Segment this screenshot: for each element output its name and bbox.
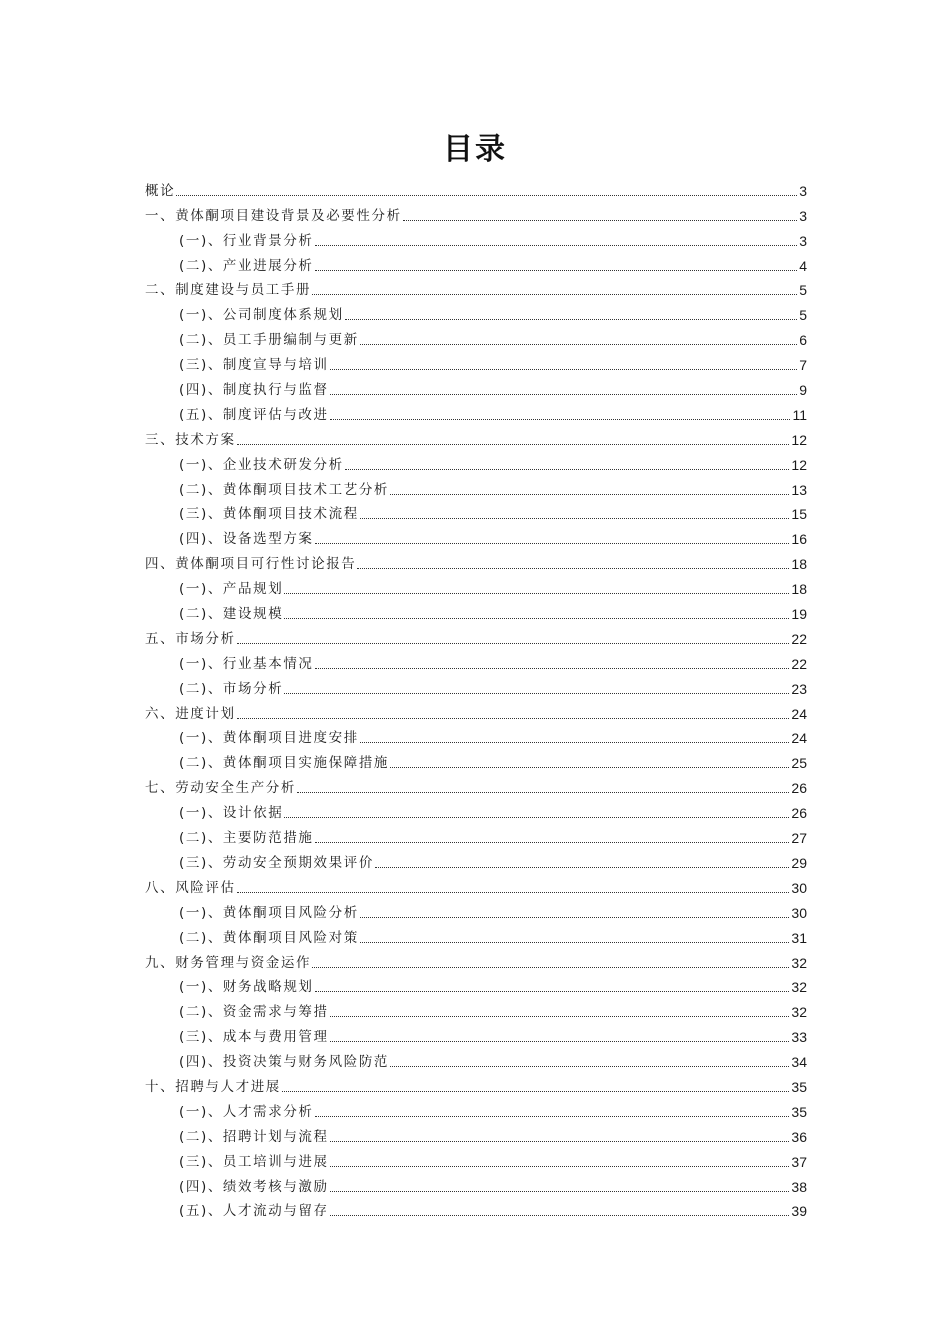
toc-dot-leader [176,195,797,196]
toc-page-number: 25 [791,755,807,772]
toc-dot-leader [315,543,790,544]
toc-section-entry[interactable] [145,623,807,648]
toc-subsection-entry[interactable] [145,1121,807,1146]
toc-subsection-entry[interactable] [145,523,807,548]
toc-subsection-entry[interactable] [145,1171,807,1196]
toc-subsection-entry[interactable] [145,847,807,872]
toc-dot-leader [237,643,790,644]
toc-entry-text: 一、黄体酮项目建设背景及必要性分析 [145,207,402,224]
toc-dot-leader [330,1041,790,1042]
toc-dot-leader [312,294,797,295]
toc-dot-leader [345,319,797,320]
toc-subsection-entry[interactable] [145,972,807,997]
toc-entry-text: (三)、制度宣导与培训 [179,357,329,374]
toc-page-number: 31 [791,929,807,946]
toc-page-number: 18 [791,581,807,598]
toc-subsection-entry[interactable] [145,747,807,772]
toc-page-number: 24 [791,705,807,722]
toc-entry-text: (一)、行业背景分析 [179,232,314,249]
toc-subsection-entry[interactable] [145,922,807,947]
toc-dot-leader [390,1066,789,1067]
toc-section-entry[interactable] [145,1071,807,1096]
toc-dot-leader [360,742,790,743]
toc-entry-text: (一)、黄体酮项目进度安排 [179,730,359,747]
toc-dot-leader [330,1166,790,1167]
toc-subsection-entry[interactable] [145,399,807,424]
toc-entry-text: (二)、资金需求与筹措 [179,1004,329,1021]
toc-subsection-entry[interactable] [145,996,807,1021]
toc-page-number: 12 [791,431,807,448]
toc-entry-text: (三)、劳动安全预期效果评价 [179,854,374,871]
toc-subsection-entry[interactable] [145,573,807,598]
toc-page-number: 3 [799,232,807,249]
toc-section-entry[interactable] [145,175,807,200]
toc-page-number: 23 [791,680,807,697]
toc-page-number: 35 [791,1078,807,1095]
toc-entry-text: 八、风险评估 [145,879,236,896]
toc-entry-text: (四)、绩效考核与激励 [179,1178,329,1195]
toc-entry-text: (五)、制度评估与改进 [179,406,329,423]
toc-entry-text: 六、进度计划 [145,705,236,722]
toc-entry-text: (四)、设备选型方案 [179,531,314,548]
toc-page-number: 16 [791,531,807,548]
toc-dot-leader [360,518,790,519]
toc-list [145,175,807,1220]
toc-entry-text: (二)、员工手册编制与更新 [179,332,359,349]
toc-dot-leader [360,344,797,345]
toc-subsection-entry[interactable] [145,499,807,524]
toc-entry-text: 二、制度建设与员工手册 [145,282,312,299]
toc-subsection-entry[interactable] [145,1046,807,1071]
toc-dot-leader [315,245,798,246]
toc-page-number: 3 [799,182,807,199]
toc-entry-text: (五)、人才流动与留存 [179,1203,329,1220]
toc-entry-text: (三)、黄体酮项目技术流程 [179,506,359,523]
toc-dot-leader [315,270,798,271]
toc-page-number: 13 [791,481,807,498]
toc-entry-text: (四)、制度执行与监督 [179,382,329,399]
toc-dot-leader [330,1141,790,1142]
toc-entry-text: (一)、行业基本情况 [179,655,314,672]
toc-page-number: 32 [791,1004,807,1021]
toc-page-number: 12 [791,456,807,473]
toc-page-number: 22 [791,630,807,647]
toc-entry-text: (二)、建设规模 [179,606,284,623]
toc-page-number: 32 [791,954,807,971]
toc-subsection-entry[interactable] [145,449,807,474]
toc-page-number: 5 [799,307,807,324]
toc-section-entry[interactable] [145,772,807,797]
toc-entry-text: (二)、黄体酮项目技术工艺分析 [179,481,390,498]
toc-subsection-entry[interactable] [145,349,807,374]
toc-page-number: 29 [791,854,807,871]
toc-dot-leader [330,419,791,420]
toc-dot-leader [315,1116,790,1117]
toc-page-number: 15 [791,506,807,523]
toc-dot-leader [284,817,789,818]
toc-page-number: 32 [791,979,807,996]
toc-page-number: 7 [799,357,807,374]
toc-dot-leader [390,494,789,495]
toc-subsection-entry[interactable] [145,723,807,748]
toc-subsection-entry[interactable] [145,648,807,673]
toc-subsection-entry[interactable] [145,1096,807,1121]
toc-entry-text: (三)、员工培训与进展 [179,1153,329,1170]
toc-section-entry[interactable] [145,548,807,573]
toc-dot-leader [237,444,790,445]
toc-entry-text: (一)、公司制度体系规划 [179,307,344,324]
toc-entry-text: 三、技术方案 [145,431,236,448]
toc-entry-text: 四、黄体酮项目可行性讨论报告 [145,556,357,573]
toc-page-number: 18 [791,556,807,573]
toc-entry-text: (一)、财务战略规划 [179,979,314,996]
toc-dot-leader [357,568,789,569]
toc-dot-leader [315,842,790,843]
toc-page-number: 35 [791,1103,807,1120]
toc-entry-text: (四)、投资决策与财务风险防范 [179,1054,390,1071]
toc-page-number: 26 [791,805,807,822]
toc-entry-text: 七、劳动安全生产分析 [145,780,296,797]
toc-subsection-entry[interactable] [145,598,807,623]
toc-page-number: 22 [791,655,807,672]
toc-entry-text: (二)、黄体酮项目实施保障措施 [179,755,390,772]
toc-dot-leader [284,618,789,619]
toc-page-number: 5 [799,282,807,299]
toc-page-number: 24 [791,730,807,747]
toc-dot-leader [360,942,790,943]
toc-dot-leader [330,1191,790,1192]
toc-subsection-entry[interactable] [145,324,807,349]
toc-entry-text: 五、市场分析 [145,630,236,647]
toc-entry-text: 概论 [145,182,176,199]
toc-page-number: 4 [799,257,807,274]
toc-dot-leader [297,792,789,793]
toc-entry-text: (一)、产品规划 [179,581,284,598]
toc-page-number: 39 [791,1203,807,1220]
toc-dot-leader [375,867,789,868]
toc-section-entry[interactable] [145,947,807,972]
toc-subsection-entry[interactable] [145,299,807,324]
toc-dot-leader [330,369,798,370]
toc-entry-text: (二)、市场分析 [179,680,284,697]
toc-section-entry[interactable] [145,872,807,897]
toc-section-entry[interactable] [145,275,807,300]
toc-dot-leader [284,693,789,694]
toc-entry-text: 十、招聘与人才进展 [145,1078,281,1095]
toc-dot-leader [330,1215,790,1216]
toc-page-number: 26 [791,780,807,797]
toc-subsection-entry[interactable] [145,797,807,822]
toc-subsection-entry[interactable] [145,1146,807,1171]
toc-entry-text: (一)、设计依据 [179,805,284,822]
toc-page-number: 30 [791,904,807,921]
toc-section-entry[interactable] [145,698,807,723]
toc-dot-leader [282,1091,790,1092]
toc-dot-leader [360,917,790,918]
toc-section-entry[interactable] [145,424,807,449]
toc-subsection-entry[interactable] [145,897,807,922]
toc-entry-text: (一)、黄体酮项目风险分析 [179,904,359,921]
toc-dot-leader [345,469,790,470]
toc-page-number: 36 [791,1128,807,1145]
toc-entry-text: (二)、黄体酮项目风险对策 [179,929,359,946]
toc-subsection-entry[interactable] [145,1196,807,1221]
toc-dot-leader [403,220,798,221]
toc-page-number: 34 [791,1054,807,1071]
toc-dot-leader [330,1016,790,1017]
toc-page-number: 3 [799,207,807,224]
toc-page-number: 30 [791,879,807,896]
toc-dot-leader [315,991,790,992]
toc-entry-text: (二)、招聘计划与流程 [179,1128,329,1145]
toc-page-number: 11 [792,406,807,423]
toc-entry-text: (二)、主要防范措施 [179,830,314,847]
toc-subsection-entry[interactable] [145,374,807,399]
toc-entry-text: (一)、人才需求分析 [179,1103,314,1120]
toc-entry-text: (二)、产业进展分析 [179,257,314,274]
toc-section-entry[interactable] [145,200,807,225]
toc-page-number: 33 [791,1029,807,1046]
toc-page-number: 19 [791,606,807,623]
toc-dot-leader [330,394,798,395]
toc-subsection-entry[interactable] [145,250,807,275]
toc-dot-leader [237,718,790,719]
toc-subsection-entry[interactable] [145,673,807,698]
toc-subsection-entry[interactable] [145,225,807,250]
toc-subsection-entry[interactable] [145,1021,807,1046]
toc-entry-text: 九、财务管理与资金运作 [145,954,312,971]
toc-page-number: 37 [791,1153,807,1170]
toc-page-number: 27 [791,830,807,847]
toc-dot-leader [312,967,789,968]
toc-dot-leader [315,668,790,669]
toc-dot-leader [237,892,790,893]
toc-subsection-entry[interactable] [145,822,807,847]
toc-page-number: 38 [791,1178,807,1195]
toc-subsection-entry[interactable] [145,474,807,499]
toc-dot-leader [284,593,789,594]
toc-entry-text: (三)、成本与费用管理 [179,1029,329,1046]
toc-title: 目录 [443,132,507,167]
toc-dot-leader [390,767,789,768]
toc-page-number: 9 [799,382,807,399]
toc-entry-text: (一)、企业技术研发分析 [179,456,344,473]
toc-page-number: 6 [799,332,807,349]
